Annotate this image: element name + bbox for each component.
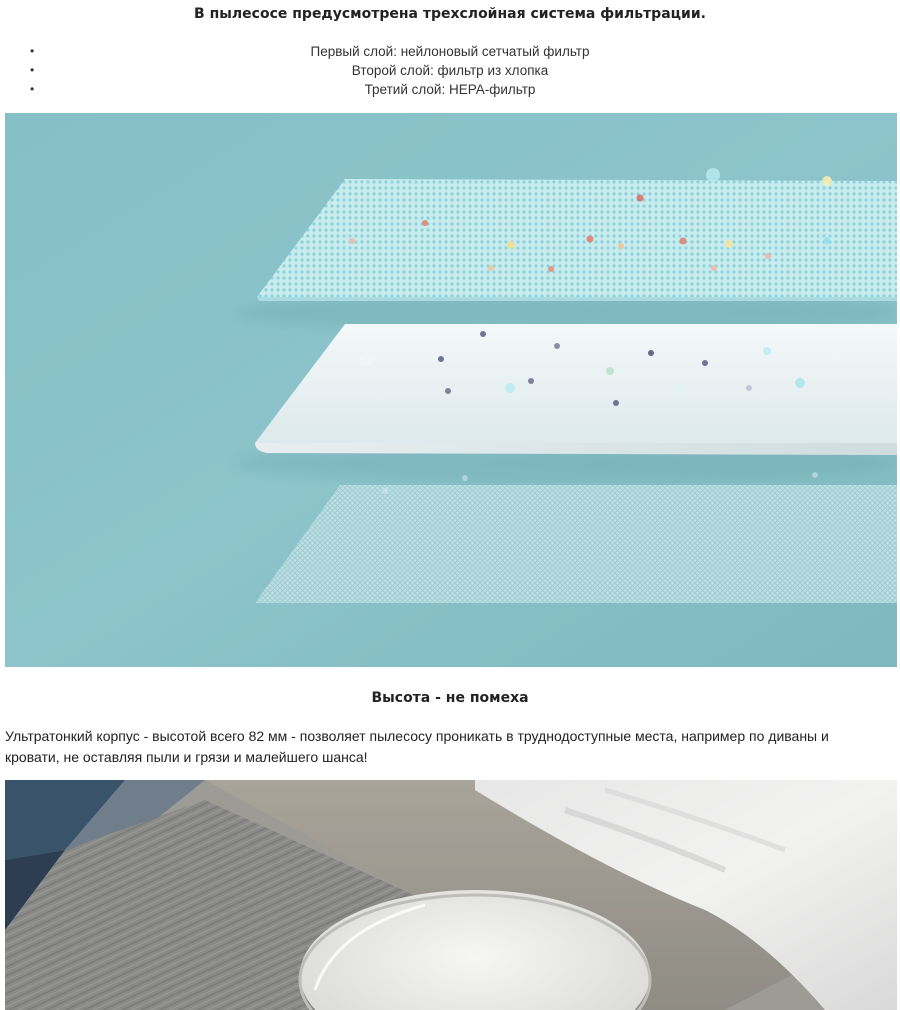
layer-label: Первый слой: нейлоновый сетчатый фильтр	[310, 44, 590, 59]
bullet-icon: •	[30, 63, 35, 77]
list-item	[0, 42, 900, 61]
height-heading: Высота - не помеха	[371, 690, 529, 706]
robot-under-bed-image	[5, 780, 897, 1010]
bullet-icon: •	[30, 82, 35, 96]
list-item	[0, 80, 900, 99]
list-item	[0, 61, 900, 80]
filter-layers-list	[0, 42, 900, 99]
filter-layers-image	[5, 113, 897, 667]
height-description: Ультратонкий корпус - высотой всего 82 мм - позволяет пылесосу проникать в труднодоступные места, например по диваны и кровати, не оставляя пыли и грязи и малейшего шанса!	[5, 728, 829, 765]
bullet-icon: •	[30, 44, 35, 58]
layer-label: Третий слой: HEPA-фильтр	[364, 82, 536, 97]
filtration-heading: В пылесосе предусмотрена трехслойная система фильтрации.	[194, 6, 706, 22]
layer-label: Второй слой: фильтр из хлопка	[351, 63, 549, 78]
